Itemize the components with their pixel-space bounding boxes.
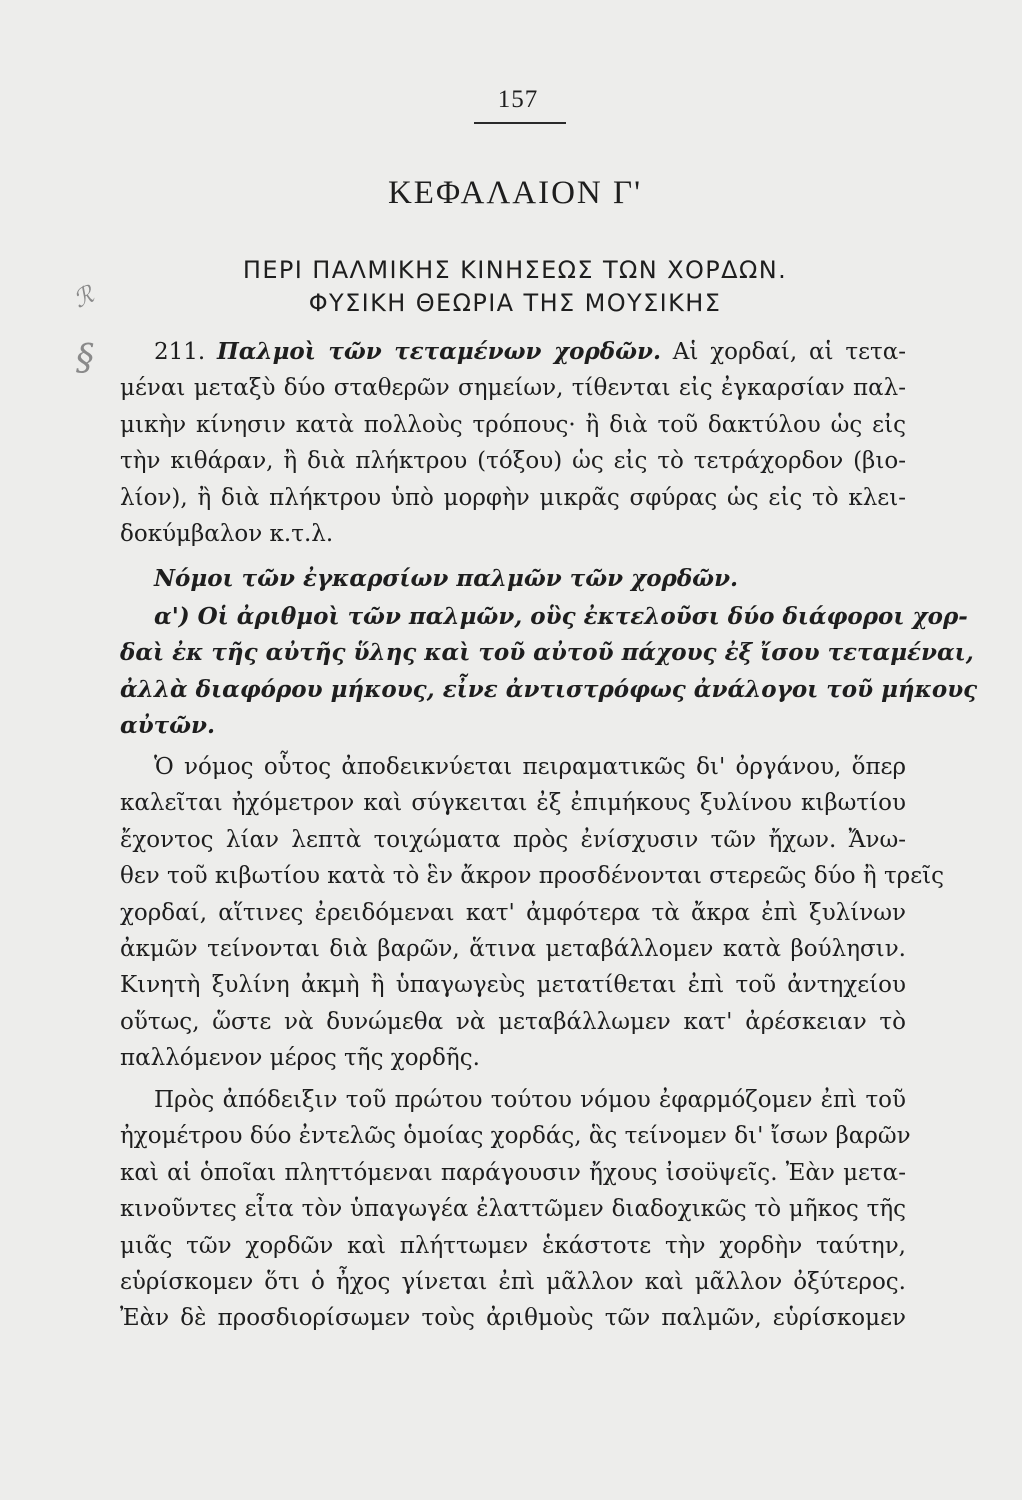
- text-line: ἔχοντος λίαν λεπτὰ τοιχώματα πρὸς ἐνίσχυσιν τῶν ἤχων. Ἄνω-: [120, 826, 906, 853]
- text-line: καλεῖται ἠχόμετρον καὶ σύγκειται ἐξ ἐπιμήκους ξυλίνου κιβωτίου: [120, 790, 906, 817]
- page-number: 157: [497, 86, 539, 113]
- section-heading: Παλμοὶ τῶν τεταμένων χορδῶν.: [217, 338, 661, 365]
- text-line: ἀλλὰ διαφόρου μήκους, εἶνε ἀντιστρόφως ἀνάλογοι τοῦ μήκους: [120, 675, 978, 703]
- text-line: Ἐὰν δὲ προσδιορίσωμεν τοὺς ἀριθμοὺς τῶν παλμῶν, εὑρίσκομεν: [120, 1305, 906, 1332]
- text-line: αὐτῶν.: [120, 712, 215, 740]
- law-a-paragraph: [120, 599, 978, 745]
- paragraph-proof: [120, 1082, 911, 1337]
- text-line: καὶ αἱ ὁποῖαι πληττόμεναι παράγουσιν ἤχους ἰσοϋψεῖς. Ἐὰν μετα-: [120, 1159, 906, 1186]
- text-line: δοκύμβαλον κ.τ.λ.: [120, 520, 334, 547]
- law-heading-block: [120, 561, 906, 597]
- text-line: ἀκμῶν τείνονται διὰ βαρῶν, ἅτινα μεταβάλλομεν κατὰ βούλησιν.: [120, 935, 906, 962]
- text-line: θεν τοῦ κιβωτίου κατὰ τὸ ἓν ἄκρον προσδένονται στερεῶς δύο ἢ τρεῖς: [120, 863, 945, 890]
- page-number-rule: [474, 122, 566, 124]
- law-heading: Νόμοι τῶν ἐγκαρσίων παλμῶν τῶν χορδῶν.: [154, 565, 739, 592]
- chapter-subtitle-line2: ΦΥΣΙΚΗ ΘΕΩΡΙΑ ΤΗΣ ΜΟΥΣΙΚΗΣ: [308, 289, 722, 317]
- text-line: κινοῦντες εἶτα τὸν ὑπαγωγέα ἐλαττῶμεν διαδοχικῶς τὸ μῆκος τῆς: [120, 1196, 906, 1223]
- text-line: εὑρίσκομεν ὅτι ὁ ἦχος γίνεται ἐπὶ μᾶλλον καὶ μᾶλλον ὀξύτερος.: [120, 1268, 906, 1295]
- text-line: οὕτως, ὥστε νὰ δυνώμεθα νὰ μεταβάλλωμεν κατ' ἀρέσκειαν τὸ: [120, 1008, 906, 1035]
- text-line: ἠχομέτρου δύο ἐντελῶς ὁμοίας χορδάς, ἃς τείνομεν δι' ἴσων βαρῶν: [120, 1123, 911, 1150]
- text-line: [120, 334, 906, 370]
- text-line: δαὶ ἐκ τῆς αὐτῆς ὕλης καὶ τοῦ αὐτοῦ πάχους ἐξ ἴσου τεταμέναι,: [120, 639, 974, 667]
- text-line: παλλόμενον μέρος τῆς χορδῆς.: [120, 1045, 480, 1072]
- paragraph-echometer: [120, 749, 945, 1077]
- section-211-paragraph: [120, 334, 906, 552]
- text-line: μέναι μεταξὺ δύο σταθερῶν σημείων, τίθενται εἰς ἐγκαρσίαν παλ-: [120, 375, 906, 402]
- chapter-subtitle-line1: ΠΕΡΙ ΠΑΛΜΙΚΗΣ ΚΙΝΗΣΕΩΣ ΤΩΝ ΧΟΡΔΩΝ.: [242, 256, 788, 284]
- text-line: τὴν κιθάραν, ἢ διὰ πλήκτρου (τόξου) ὡς εἰς τὸ τετράχορδον (βιο-: [120, 448, 906, 475]
- handwritten-section-mark: §: [76, 338, 94, 379]
- text-line: μικὴν κίνησιν κατὰ πολλοὺς τρόπους· ἢ διὰ τοῦ δακτύλου ὡς εἰς: [120, 411, 906, 438]
- text-line: μιᾶς τῶν χορδῶν καὶ πλήττωμεν ἑκάστοτε τὴν χορδὴν ταύτην,: [120, 1232, 906, 1259]
- chapter-title: ΚΕΦΑΛΑΙΟΝ Γ': [387, 175, 643, 211]
- text-line: α') Οἱ ἀριθμοὶ τῶν παλμῶν, οὓς ἐκτελοῦσι δύο διάφοροι χορ-: [154, 603, 968, 630]
- text-line: λίον), ἢ διὰ πλήκτρου ὑπὸ μορφὴν μικρᾶς σφύρας ὡς εἰς τὸ κλει-: [120, 484, 906, 511]
- text-line: Πρὸς ἀπόδειξιν τοῦ πρώτου τούτου νόμου ἐφαρμόζομεν ἐπὶ τοῦ: [154, 1087, 906, 1113]
- text-line: Κινητὴ ξυλίνη ἀκμὴ ἢ ὑπαγωγεὺς μετατίθεται ἐπὶ τοῦ ἀντηχείου: [120, 972, 906, 999]
- handwritten-margin-mark: ℛ: [68, 280, 99, 314]
- text-line: χορδαί, αἵτινες ἐρειδόμεναι κατ' ἀμφότερα τὰ ἄκρα ἐπὶ ξυλίνων: [120, 899, 906, 926]
- section-number: 211.: [154, 339, 206, 365]
- text-line-content: Αἱ χορδαί, αἱ τετα-: [672, 339, 907, 365]
- text-line: Ὁ νόμος οὗτος ἀποδεικνύεται πειραματικῶς δι' ὀργάνου, ὅπερ: [154, 754, 906, 780]
